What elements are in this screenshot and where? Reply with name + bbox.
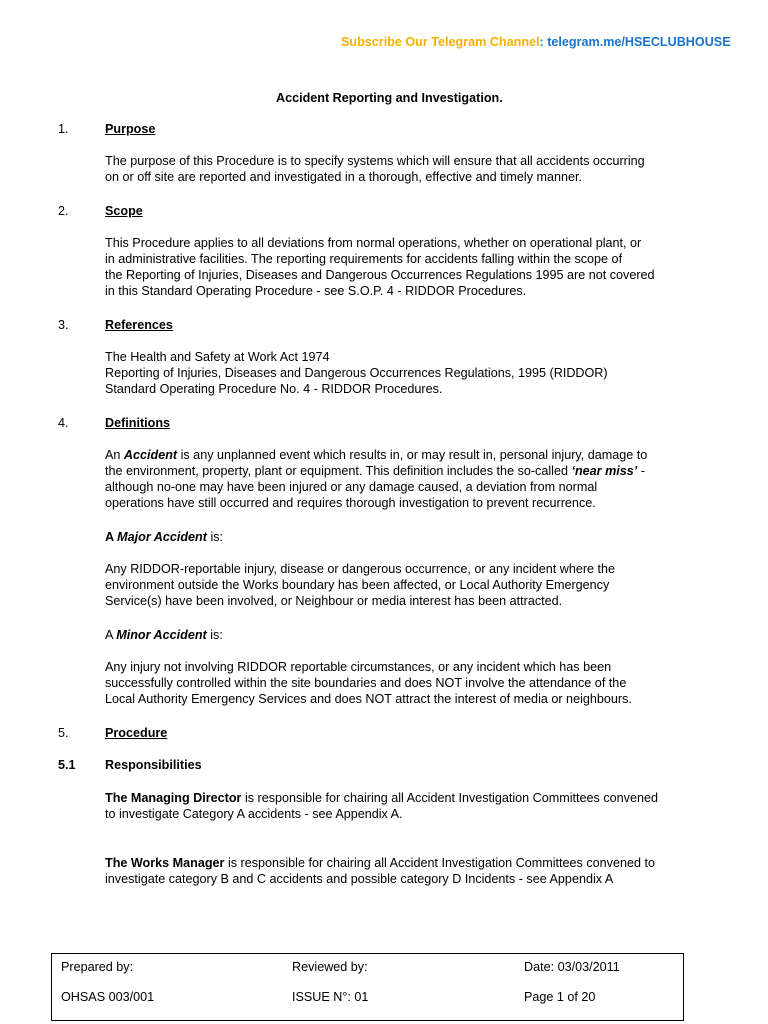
text: is responsible for chairing all Accident Investigation Committees convened to: [224, 856, 655, 870]
accident-definition-line: [105, 464, 645, 478]
section-number-purpose: 1.: [58, 122, 69, 136]
footer-date: Date: 03/03/2011: [524, 960, 620, 974]
minor-accident-line: Local Authority Emergency Services and does NOT attract the interest of media or neighbours.: [105, 692, 632, 706]
section-number-procedure: 5.: [58, 726, 69, 740]
paragraph-line: in this Standard Operating Procedure - see S.O.P. 4 - RIDDOR Procedures.: [105, 284, 527, 298]
section-heading-definitions: Definitions: [105, 416, 171, 430]
paragraph-line: the Reporting of Injuries, Diseases and Dangerous Occurrences Regulations 1995 are not covered: [105, 268, 655, 282]
minor-accident-line: Any injury not involving RIDDOR reportable circumstances, or any incident which has been: [105, 660, 612, 674]
term-minor-accident: Minor Accident: [116, 628, 207, 642]
paragraph-line: on or off site are reported and investigated in a thorough, effective and timely manner.: [105, 170, 582, 184]
minor-accident-line: successfully controlled within the site boundaries and does NOT involve the attendance of the: [105, 676, 627, 690]
paragraph-line: This Procedure applies to all deviations from normal operations, whether on operational plant, or: [105, 236, 642, 250]
managing-director-line: [105, 791, 658, 805]
term-accident: Accident: [123, 448, 178, 462]
accident-definition-line: operations have still occurred and requires thorough investigation to prevent recurrence.: [105, 496, 596, 510]
text: A: [105, 628, 117, 642]
section-number-scope: 2.: [58, 204, 69, 218]
footer-reviewed-by: Reviewed by:: [292, 960, 368, 974]
section-heading-procedure: Procedure: [105, 726, 168, 740]
footer-prepared-by: Prepared by:: [61, 960, 134, 974]
role-managing-director: The Managing Director: [105, 791, 242, 805]
telegram-link[interactable]: telegram.me/HSECLUBHOUSE: [547, 35, 731, 49]
role-works-manager: The Works Manager: [105, 856, 225, 870]
telegram-prefix: Subscribe Our Telegram Channel: [341, 35, 540, 49]
works-manager-line: investigate category B and C accidents and possible category D Incidents - see Appendix A: [105, 872, 614, 886]
subsection-heading-responsibilities: Responsibilities: [105, 758, 202, 772]
text: is responsible for chairing all Accident Investigation Committees convened: [241, 791, 658, 805]
telegram-banner: [341, 35, 731, 49]
reference-item: Standard Operating Procedure No. 4 - RIDDOR Procedures.: [105, 382, 443, 396]
footer-issue: ISSUE N°: 01: [292, 990, 369, 1004]
works-manager-line: [105, 856, 655, 870]
text: A: [105, 530, 118, 544]
text: -: [637, 464, 645, 478]
minor-accident-label: [105, 628, 223, 642]
subsection-number: 5.1: [58, 758, 76, 772]
reference-item: The Health and Safety at Work Act 1974: [105, 350, 330, 364]
managing-director-line: to investigate Category A accidents - see Appendix A.: [105, 807, 403, 821]
major-accident-line: Service(s) have been involved, or Neighbour or media interest has been attracted.: [105, 594, 563, 608]
term-near-miss: ‘near miss’: [571, 464, 638, 478]
text: An: [105, 448, 124, 462]
section-number-definitions: 4.: [58, 416, 69, 430]
document-footer: [51, 953, 684, 1021]
major-accident-line: Any RIDDOR-reportable injury, disease or dangerous occurrence, or any incident where the: [105, 562, 616, 576]
section-heading-purpose: Purpose: [105, 122, 156, 136]
footer-doc-ref: OHSAS 003/001: [61, 990, 155, 1004]
paragraph-line: The purpose of this Procedure is to specify systems which will ensure that all accidents occurring: [105, 154, 645, 168]
accident-definition-line: [105, 448, 647, 462]
telegram-colon: :: [539, 35, 544, 49]
reference-item: Reporting of Injuries, Diseases and Dangerous Occurrences Regulations, 1995 (RIDDOR): [105, 366, 608, 380]
paragraph-line: in administrative facilities. The reporting requirements for accidents falling within the scope of: [105, 252, 623, 266]
text: the environment, property, plant or equipment. This definition includes the so-called: [105, 464, 572, 478]
text: is:: [206, 530, 224, 544]
major-accident-line: environment outside the Works boundary has been affected, or Local Authority Emergency: [105, 578, 610, 592]
text: is any unplanned event which results in, or may result in, personal injury, damage to: [177, 448, 648, 462]
footer-page: Page 1 of 20: [524, 990, 596, 1004]
document-title: Accident Reporting and Investigation.: [276, 91, 503, 105]
term-major-accident: Major Accident: [117, 530, 207, 544]
text: is:: [206, 628, 223, 642]
section-heading-references: References: [105, 318, 173, 332]
major-accident-label: [105, 530, 223, 544]
section-heading-scope: Scope: [105, 204, 143, 218]
accident-definition-line: although no-one may have been injured or any damage caused, a deviation from normal: [105, 480, 598, 494]
section-number-references: 3.: [58, 318, 69, 332]
